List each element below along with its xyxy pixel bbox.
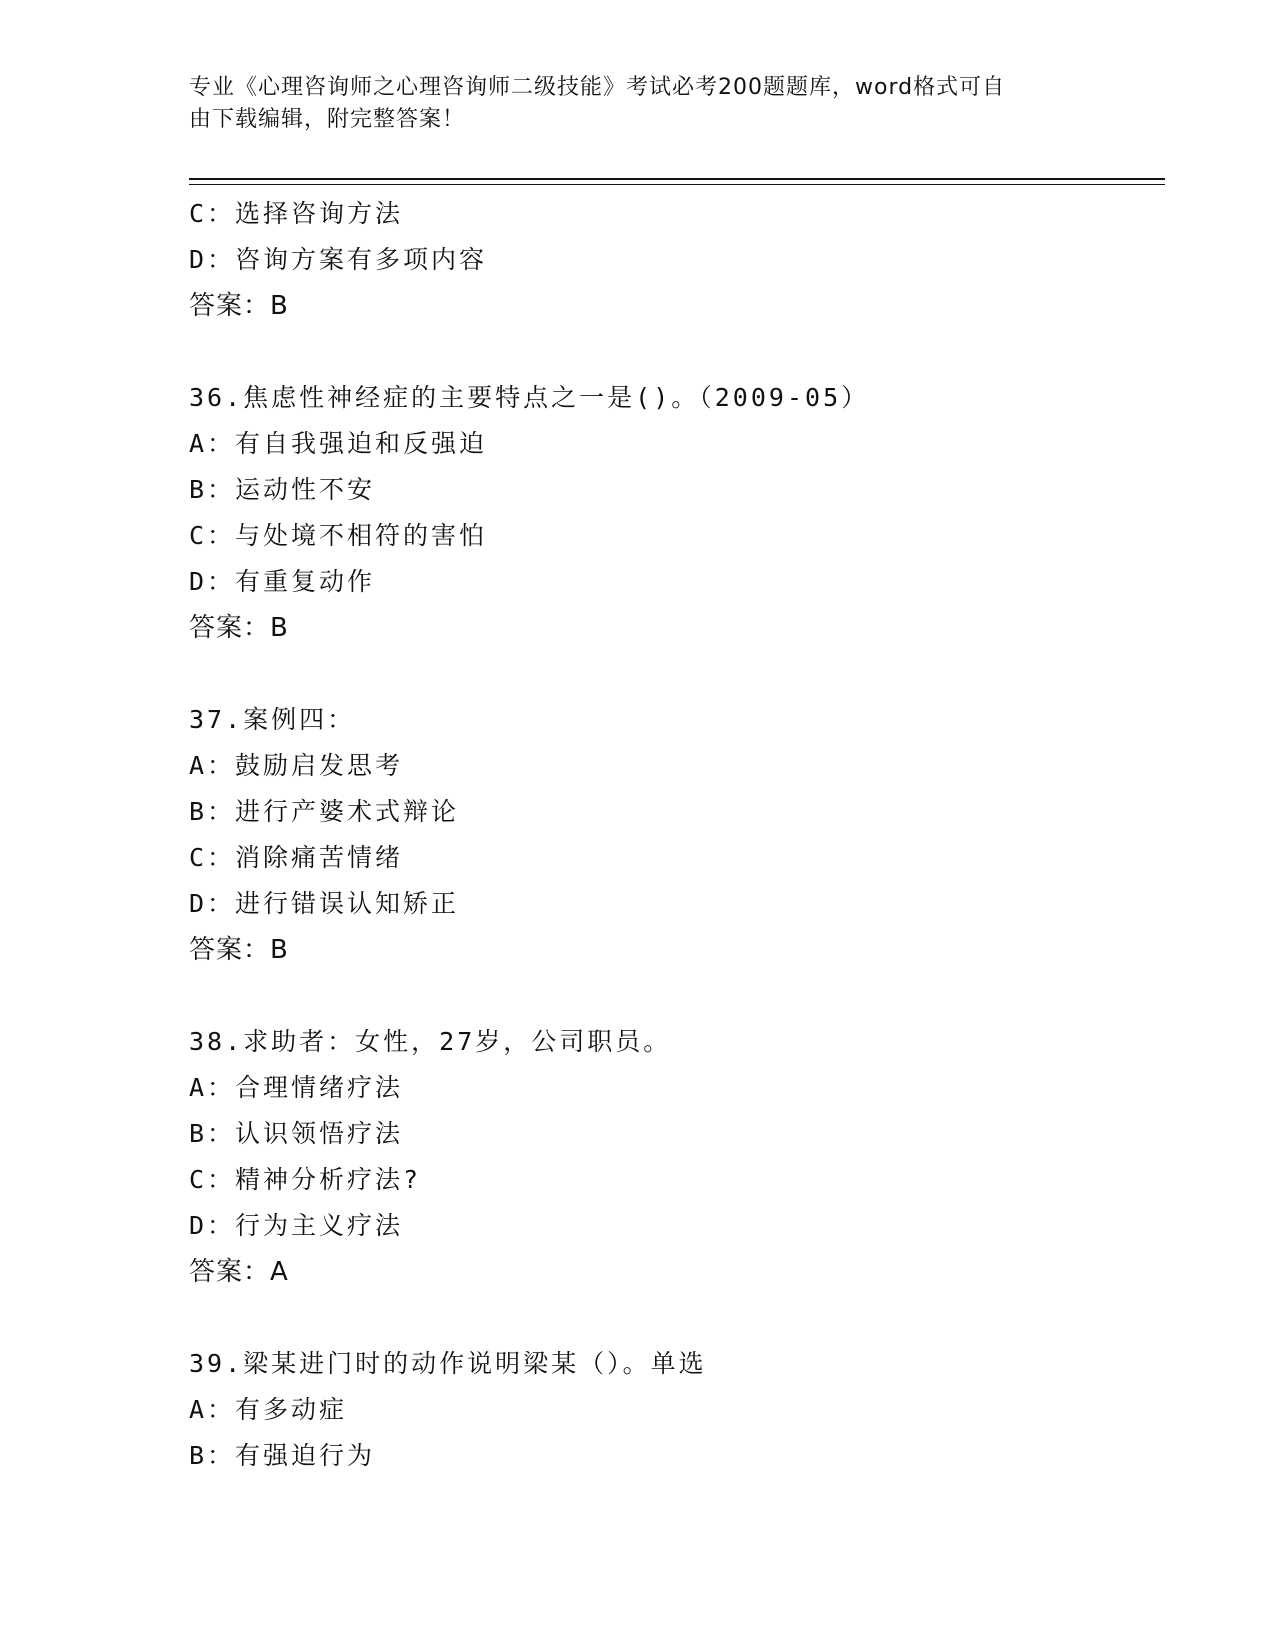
option-a: A：合理情绪疗法 [189,1073,404,1102]
option-a: A：鼓励启发思考 [189,751,404,780]
answer: 答案：B [189,291,289,321]
question-title: 36.焦虑性神经症的主要特点之一是()。（2009-05） [189,383,870,412]
option-b: B：运动性不安 [189,475,376,504]
option-c: C：选择咨询方法 [189,199,404,228]
option-a: A：有自我强迫和反强迫 [189,429,488,458]
question-38 [189,1019,1169,1295]
question-list [189,191,1169,1479]
spacer [189,651,1169,697]
header-line-1: 专业《心理咨询师之心理咨询师二级技能》考试必考200题题库，word格式可自 [189,75,1006,100]
spacer [189,329,1169,375]
question-title: 39.梁某进门时的动作说明梁某（）。单选 [189,1349,707,1378]
header-divider-thick [189,178,1165,180]
answer: 答案：B [189,613,289,643]
option-d: D：有重复动作 [189,567,376,596]
question-title: 37.案例四： [189,705,356,734]
question-37 [189,697,1169,973]
option-c: C：与处境不相符的害怕 [189,521,488,550]
answer: 答案：B [189,935,289,965]
option-c: C：精神分析疗法? [189,1165,422,1194]
option-c: C：消除痛苦情绪 [189,843,404,872]
question-title: 38.求助者：女性，27岁，公司职员。 [189,1027,672,1056]
question-36 [189,375,1169,651]
option-d: D：行为主义疗法 [189,1211,404,1240]
option-d: D：进行错误认知矫正 [189,889,460,918]
question-35-tail [189,191,1169,329]
option-b: B：认识领悟疗法 [189,1119,404,1148]
question-39 [189,1341,1169,1479]
spacer [189,1295,1169,1341]
option-d: D：咨询方案有多项内容 [189,245,488,274]
option-a: A：有多动症 [189,1395,348,1424]
header-divider-thin [189,184,1165,185]
spacer [189,973,1169,1019]
option-b: B：进行产婆术式辩论 [189,797,460,826]
answer: 答案：A [189,1257,289,1287]
header-line-2: 由下载编辑，附完整答案！ [189,107,466,132]
document-header [189,72,1089,136]
option-b: B：有强迫行为 [189,1441,376,1470]
